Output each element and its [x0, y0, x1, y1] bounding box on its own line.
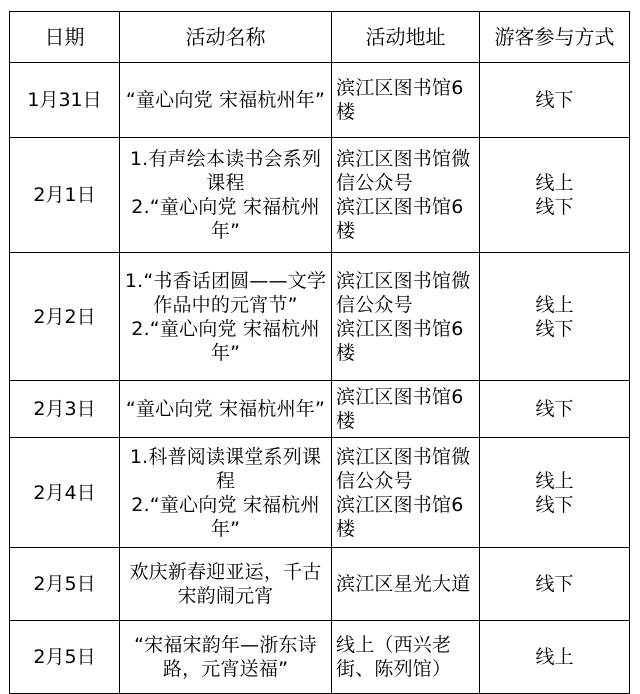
activity-address-cell [332, 621, 480, 694]
activity-address-cell [332, 381, 480, 438]
activity-name-line: 1.科普阅读课堂系列课程 [129, 445, 322, 492]
activity-name-cell [120, 438, 332, 548]
participation-mode-cell [480, 138, 630, 253]
activity-name-line: 欢庆新春迎亚运，千古宋韵闹元宵 [129, 561, 322, 607]
activity-address-cell [332, 138, 480, 253]
participation-mode-cell [480, 253, 630, 381]
date-cell: 2月3日 [10, 381, 120, 438]
activity-address-cell [332, 63, 480, 138]
activity-address-cell [332, 438, 480, 548]
header-participation-mode: 游客参与方式 [480, 12, 630, 63]
date-cell: 2月5日 [10, 548, 120, 621]
header-date: 日期 [10, 12, 120, 63]
activity-name-cell [120, 381, 332, 438]
activity-name-line: 1.有声绘本读书会系列课程 [129, 148, 322, 194]
participation-mode-line: 线下 [535, 196, 574, 218]
participation-mode-line: 线下 [535, 89, 574, 111]
activity-name-cell [120, 548, 332, 621]
date-cell: 1月31日 [10, 63, 120, 138]
activity-name-line: “童心向党 宋福杭州年” [125, 89, 326, 111]
table-header-row [10, 12, 630, 63]
participation-mode-line: 线下 [535, 493, 574, 516]
activity-name-cell [120, 253, 332, 381]
table-row [10, 381, 630, 438]
event-schedule-sheet [9, 11, 630, 694]
header-activity-name: 活动名称 [120, 12, 332, 63]
activity-address-line: 滨江区星光大道 [336, 573, 471, 595]
activity-name-line: 2.“童心向党 宋福杭州年” [131, 196, 320, 242]
date-cell: 2月4日 [10, 438, 120, 548]
participation-mode-line: 线上 [535, 469, 574, 492]
date-cell: 2月5日 [10, 621, 120, 694]
participation-mode-line: 线下 [535, 398, 574, 420]
activity-address-line: 滨江区图书馆微信公众号 [336, 148, 471, 194]
participation-mode-cell [480, 381, 630, 438]
table-row [10, 548, 630, 621]
participation-mode-cell [480, 548, 630, 621]
table-row [10, 621, 630, 694]
activity-name-cell [120, 621, 332, 694]
activity-name-line: 2.“童心向党 宋福杭州年” [131, 493, 320, 540]
participation-mode-line: 线上 [535, 172, 574, 194]
activity-address-cell [332, 548, 480, 621]
participation-mode-cell [480, 438, 630, 548]
table-row [10, 138, 630, 253]
event-schedule-table [9, 11, 630, 694]
date-cell: 2月2日 [10, 253, 120, 381]
activity-address-line: 滨江区图书馆微信公众号 [336, 269, 471, 316]
header-activity-address: 活动地址 [332, 12, 480, 63]
activity-address-line: 滨江区图书馆6楼 [336, 386, 464, 432]
activity-name-line: 1.“书香话团圆——文学作品中的元宵节” [124, 269, 327, 316]
table-row [10, 63, 630, 138]
activity-address-line: 滨江区图书馆6楼 [336, 77, 464, 123]
table-row [10, 253, 630, 381]
activity-name-line: “童心向党 宋福杭州年” [125, 398, 326, 420]
table-row [10, 438, 630, 548]
participation-mode-line: 线上 [535, 293, 574, 316]
participation-mode-line: 线下 [535, 317, 574, 340]
date-cell: 2月1日 [10, 138, 120, 253]
participation-mode-line: 线下 [535, 573, 574, 595]
activity-address-cell [332, 253, 480, 381]
activity-address-line: 滨江区图书馆微信公众号 [336, 445, 471, 492]
activity-address-line: 滨江区图书馆6楼 [336, 493, 464, 540]
activity-name-cell [120, 138, 332, 253]
activity-address-line: 线上（西兴老街、陈列馆） [336, 634, 452, 680]
participation-mode-cell [480, 621, 630, 694]
participation-mode-cell [480, 63, 630, 138]
activity-address-line: 滨江区图书馆6楼 [336, 196, 464, 242]
activity-name-line: “宋福宋韵年—浙东诗路，元宵送福” [134, 634, 317, 680]
activity-name-line: 2.“童心向党 宋福杭州年” [131, 317, 320, 364]
participation-mode-line: 线上 [535, 646, 574, 668]
activity-name-cell [120, 63, 332, 138]
activity-address-line: 滨江区图书馆6楼 [336, 317, 464, 364]
